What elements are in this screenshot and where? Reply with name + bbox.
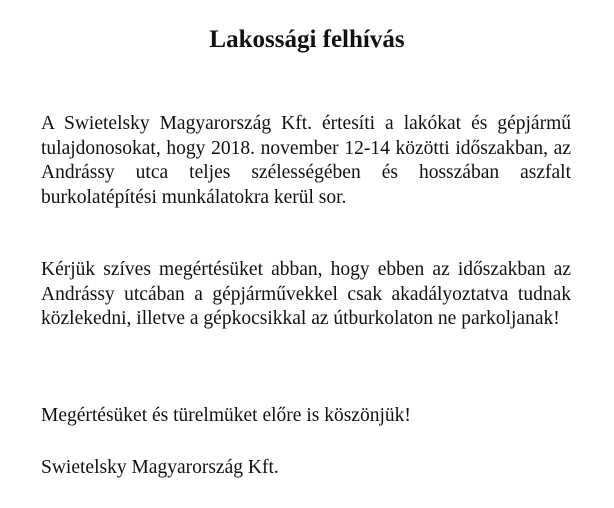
notice-paragraph-request: Kérjük szíves megértésüket abban, hogy ebben az időszakban az Andrássy utcában a gépjárművekkel csak akadályoztatva tudnak közlekedni, illetve a gépkocsikkal az útburkolaton ne parkoljanak! [41, 259, 571, 329]
notice-paragraph-thanks: Megértésüket és türelmüket előre is köszönjük! [41, 405, 411, 426]
notice-title: Lakossági felhívás [209, 26, 405, 53]
notice-paragraph-announcement: A Swietelsky Magyarország Kft. értesíti a lakókat és gépjármű tulajdonosokat, hogy 2018. november 12-14 közötti időszakban, az Andrássy utca teljes szélességében és hosszában aszfalt burkolatépítési munkálatokra kerül sor. [41, 113, 571, 208]
notice-signature: Swietelsky Magyarország Kft. [41, 457, 279, 478]
